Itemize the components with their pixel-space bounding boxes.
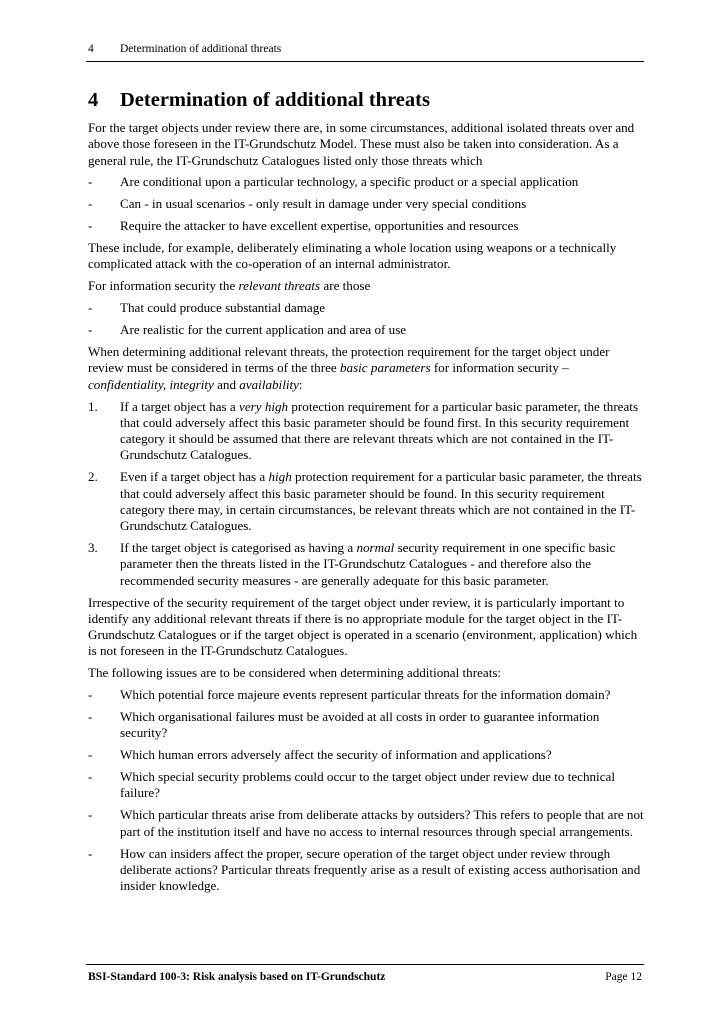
numbered-item	[88, 399, 644, 464]
list-item-text: How can insiders affect the proper, secure operation of the target object under review through deliberate actions? Particular threats frequently arise as a result of existing access authorisation and insider knowledge.	[120, 845, 641, 894]
emphasis: very high	[239, 398, 289, 414]
text-run: for information security –	[430, 360, 569, 376]
list-item-text: Which organisational failures must be avoided at all costs in order to guarantee information security?	[120, 709, 600, 741]
text-run: When determining additional relevant threats, the protection requirement for the target object under review must be considered in terms of the three	[88, 344, 610, 376]
irrespective-paragraph: Irrespective of the security requirement of the target object under review, it is particularly important to identify any additional relevant threats if there is no appropriate module for the target object in the IT-Grundschutz Catalogues or if the target object is operated in a scenario (environment, application) which is not foreseen in the IT-Grundschutz Catalogues.	[88, 594, 638, 659]
bullet-dash: -	[88, 300, 93, 316]
bullet-dash: -	[88, 769, 93, 785]
emphasis: availability	[239, 376, 299, 392]
running-header-number: 4	[88, 43, 94, 55]
intro-paragraph: For the target objects under review there are, in some circumstances, additional isolated threats over and above those foreseen in the IT-Grundschutz Model. These must also be taken into consideration. As a general rule, the IT-Grundschutz Catalogues listed only those threats which	[88, 120, 635, 168]
list-item-text: Which potential force majeure events represent particular threats for the information domain?	[120, 687, 611, 703]
bullet-dash: -	[88, 845, 93, 861]
list-item	[88, 322, 644, 338]
bullet-dash: -	[88, 687, 93, 703]
list-item-text: Which special security problems could occur to the target object under review due to technical failure?	[120, 769, 615, 801]
list-item	[88, 300, 644, 316]
bullet-dash: -	[88, 196, 93, 212]
footer-divider	[86, 964, 644, 965]
emphasis: basic parameters	[339, 360, 431, 376]
numbered-item	[88, 540, 644, 589]
text-run: and	[213, 376, 240, 392]
chapter-title: Determination of additional threats	[120, 89, 430, 111]
list-item	[88, 196, 644, 212]
list-item	[88, 846, 644, 895]
numbered-item	[88, 469, 644, 534]
list-item	[88, 218, 644, 234]
basic-parameters-paragraph	[88, 344, 644, 393]
text-run: protection requirement for a particular basic parameter, the threats that could adversely affect this basic parameter should be found. In this security requirement category there may, in certain circumstances, be relevant threats which are not contained in the IT-Grundschutz Catalogues.	[120, 469, 642, 534]
emphasis: high	[268, 469, 292, 485]
list-item	[88, 747, 644, 763]
text-run: If the target object is categorised as having a	[120, 540, 357, 556]
list-item-text: Which human errors adversely affect the security of information and applications?	[120, 747, 552, 763]
bullet-dash: -	[88, 709, 93, 725]
list-item	[88, 769, 644, 802]
header-divider	[86, 61, 644, 62]
running-header-title: Determination of additional threats	[120, 43, 282, 55]
list-item-text: Are realistic for the current application and area of use	[120, 322, 407, 338]
footer-title: BSI-Standard 100-3: Risk analysis based on IT-Grundschutz	[88, 971, 386, 983]
item-number: 3.	[88, 540, 98, 556]
text-run: are those	[320, 278, 371, 294]
bullet-dash: -	[88, 807, 93, 823]
text-run: security requirement in one specific basic parameter then the threats listed in the IT-Grundschutz Catalogues - and therefore also the recommended security measures - are generally adequate for this basic parameter.	[120, 540, 616, 588]
list-item-text: Which particular threats arise from deliberate attacks by outsiders? This refers to people that are not part of the institution itself and have no access to internal resources through special arrangements.	[120, 807, 644, 839]
text-run: protection requirement for a particular basic parameter, the threats that could adversely affect this basic parameter should be found first. In this security requirement category it should be assumed that there are relevant threats which are not contained in the IT-Grundschutz Catalogues.	[120, 398, 639, 463]
emphasis: normal	[356, 540, 395, 556]
bullet-dash: -	[88, 322, 93, 338]
list-item	[88, 174, 644, 190]
examples-paragraph: These include, for example, deliberately eliminating a whole location using weapons or a technically complicated attack with the co-operation of an internal administrator.	[88, 240, 617, 272]
relevant-threats-lead	[88, 278, 644, 294]
item-number: 2.	[88, 469, 98, 485]
issues-lead: The following issues are to be considered when determining additional threats:	[88, 665, 502, 681]
text-run: :	[298, 376, 303, 392]
text-run: For information security the	[88, 278, 239, 294]
bullet-dash: -	[88, 174, 93, 190]
emphasis: confidentiality, integrity	[88, 376, 214, 392]
chapter-number: 4	[88, 89, 99, 111]
list-item	[88, 807, 644, 840]
list-item	[88, 709, 644, 742]
list-item-text: Require the attacker to have excellent expertise, opportunities and resources	[120, 218, 519, 234]
text-run: Even if a target object has a	[120, 469, 269, 485]
page-number: Page 12	[605, 971, 642, 983]
bullet-dash: -	[88, 747, 93, 763]
list-item-text: That could produce substantial damage	[120, 300, 326, 316]
chapter-heading	[88, 88, 644, 112]
list-item-text: Can - in usual scenarios - only result in damage under very special conditions	[120, 196, 527, 212]
text-run: If a target object has a	[120, 398, 240, 414]
bullet-dash: -	[88, 218, 93, 234]
page-body	[88, 88, 644, 900]
list-item-text: Are conditional upon a particular technology, a specific product or a special application	[120, 174, 579, 190]
emphasis: relevant threats	[238, 278, 321, 294]
list-item	[88, 687, 644, 703]
item-number: 1.	[88, 398, 98, 414]
